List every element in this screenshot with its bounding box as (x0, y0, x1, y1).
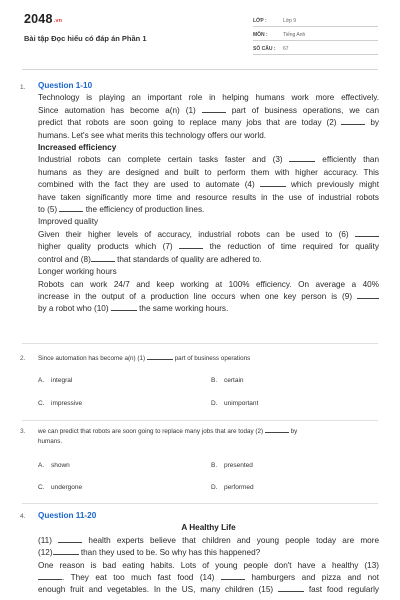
passage-subheading: Longer working hours (38, 267, 117, 277)
passage-line (38, 179, 379, 191)
question-text: Since automation has become a(n) (1) (38, 355, 146, 362)
passage-line (38, 291, 379, 303)
passage-text: hamburgers and pizza and not (251, 573, 379, 583)
question-stem (38, 354, 378, 364)
answer-blank (221, 579, 245, 580)
passage-text: control and (8) (38, 254, 91, 264)
option-letter: D. (211, 484, 218, 491)
section-divider (22, 420, 378, 421)
option-text: presented (224, 462, 253, 469)
option-letter: C. (38, 400, 45, 407)
option-text: integral (51, 377, 73, 384)
passage-line: have taken significantly more time and resource results in the use of industrial robots (38, 192, 379, 202)
meta-subject (253, 28, 378, 41)
passage-text: fast food regularly (308, 585, 380, 595)
option-c[interactable] (38, 484, 82, 491)
passage-text: by a robot who (10) (38, 304, 109, 314)
passage-line (38, 303, 379, 315)
meta-class (253, 14, 378, 27)
logo-suffix: .vn (53, 18, 63, 24)
option-letter: D. (211, 400, 218, 407)
passage-line: humans. Let's see what merits this technology offers our world. (38, 130, 267, 140)
option-text: certain (224, 377, 244, 384)
passage-subheading: Improved quality (38, 217, 99, 227)
document-title: Bài tập Đọc hiểu có đáp án Phần 1 (24, 34, 147, 43)
document-header (0, 0, 400, 70)
passage-line: One reason is bad eating habits. Lots of young people don't have a healthy (13) (38, 560, 379, 570)
answer-blank (355, 236, 379, 237)
reading-passage-2 (38, 510, 379, 597)
answer-blank (111, 310, 137, 311)
meta-count-value: 67 (283, 46, 289, 52)
option-d[interactable] (211, 400, 258, 407)
option-letter: B. (211, 462, 218, 469)
passage-text: combined with the fact they are used to automate (4) (38, 180, 255, 190)
option-text: impressive (51, 400, 83, 407)
passage-line: humans as they are designed and built to perform them with higher accuracy. This (38, 167, 379, 177)
question-stem (38, 427, 378, 447)
passage-text: enough fruit and vegetables. In the US, many children (15) (38, 585, 274, 595)
passage-text: Given their higher levels of accuracy, industrial robots can be used to (6) (38, 229, 349, 239)
question-number: 1. (20, 84, 26, 91)
passage-line (38, 105, 379, 117)
answer-blank (53, 554, 79, 555)
option-letter: A. (38, 377, 45, 384)
passage-text: health experts believe that children and young people today are more (88, 535, 380, 545)
site-logo[interactable] (24, 12, 62, 26)
option-c[interactable] (38, 400, 82, 407)
question-text: humans. (38, 438, 63, 445)
passage-text: the efficiency of production lines. (85, 205, 205, 215)
option-text: shown (51, 462, 70, 469)
option-b[interactable] (211, 377, 244, 384)
section-divider (22, 343, 378, 344)
option-text: undergone (51, 484, 83, 491)
passage-line (38, 117, 379, 129)
option-b[interactable] (211, 462, 253, 469)
passage-text: higher quality products which (7) (38, 242, 173, 252)
meta-count-label: SỐ CÂU : (253, 46, 276, 52)
question-text: part of business operations (174, 355, 251, 362)
passage-line: Robots can work 24/7 and keep working at 100% efficiency. On average a 40% (38, 279, 379, 289)
option-text: performed (224, 484, 254, 491)
passage-text: than they used to be. So why has this happened? (80, 548, 261, 558)
meta-class-value: Lớp 9 (283, 18, 297, 24)
passage-title: Question 11-20 (38, 511, 97, 520)
passage-line (38, 547, 379, 559)
passage-text: part of business operations, we can (231, 105, 380, 115)
meta-class-label: LỚP : (253, 18, 267, 24)
passage-text: Since automation has become a(n) (1) (38, 105, 196, 115)
passage-line (38, 535, 379, 547)
passage-text: (11) (38, 535, 52, 545)
passage-line (38, 229, 379, 241)
answer-blank (59, 211, 83, 212)
meta-subject-label: MÔN : (253, 32, 268, 38)
question-number: 2. (20, 355, 26, 362)
question-text: by (290, 428, 298, 435)
passage-text: the reduction of time required for quality (209, 242, 379, 252)
option-letter: A. (38, 462, 45, 469)
passage-line (38, 204, 379, 216)
passage-line: Technology is playing an important role in helping humans work more effectively. (38, 93, 379, 103)
option-letter: B. (211, 377, 218, 384)
passage-text: the same working hours. (139, 304, 229, 314)
option-letter: C. (38, 484, 45, 491)
option-a[interactable] (38, 377, 72, 384)
answer-blank (260, 186, 286, 187)
question-number: 3. (20, 428, 26, 435)
meta-question-count (253, 42, 378, 55)
passage-text: . They eat too much fast food (14) (62, 573, 215, 583)
answer-blank (179, 248, 203, 249)
answer-blank (147, 359, 173, 360)
passage-line (38, 584, 379, 596)
meta-subject-value: Tiếng Anh (283, 32, 306, 38)
answer-blank (58, 542, 82, 543)
passage-subheading: Increased efficiency (38, 143, 117, 153)
passage-text: predict that robots are soon going to replace many jobs that are today (2) (38, 118, 337, 128)
answer-blank (38, 579, 62, 580)
answer-blank (202, 112, 226, 113)
passage-text: (12) (38, 548, 53, 558)
answer-blank (357, 298, 379, 299)
header-divider (22, 69, 378, 70)
reading-passage-1 (38, 80, 379, 316)
passage-title: Question 1-10 (38, 81, 93, 90)
logo-text: 2048 (24, 12, 53, 26)
option-a[interactable] (38, 462, 70, 469)
passage-text: Industrial robots can complete certain tasks faster and (3) (38, 155, 283, 165)
passage-line (38, 572, 379, 584)
section-divider (22, 503, 378, 504)
passage-line (38, 241, 379, 253)
passage-text: by (370, 118, 379, 128)
passage-text: increase in the output of a production line occurs when one key person is (9) (38, 291, 353, 301)
passage-line (38, 154, 379, 166)
passage-text: which previously might (290, 180, 379, 190)
answer-blank (278, 591, 304, 592)
answer-blank (91, 261, 115, 262)
passage-heading: A Healthy Life (181, 523, 236, 533)
passage-text: to (5) (38, 205, 58, 215)
passage-text: that standards of quality are adhered to. (117, 254, 262, 264)
passage-text: efficiently than (322, 155, 379, 165)
question-text: we can predict that robots are soon going to replace many jobs that are today (2) (38, 428, 264, 435)
answer-blank (341, 124, 365, 125)
option-text: unimportant (224, 400, 259, 407)
option-d[interactable] (211, 484, 254, 491)
passage-line (38, 254, 379, 266)
answer-blank (265, 432, 289, 433)
answer-blank (289, 161, 315, 162)
question-number: 4. (20, 513, 26, 520)
